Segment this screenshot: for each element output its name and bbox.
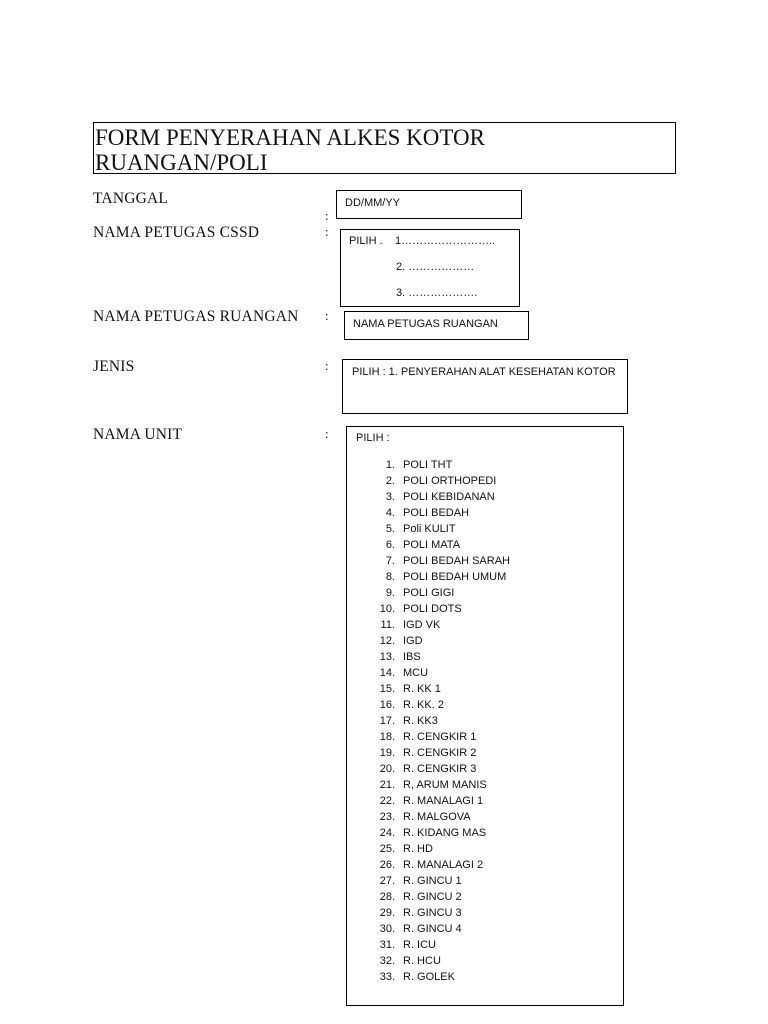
unit-option-number: 18. [379,731,395,743]
unit-option-name: IBS [403,651,421,663]
petugas-cssd-field[interactable] [340,229,520,307]
unit-option-number: 16. [379,699,395,711]
unit-option-number: 32. [379,955,395,967]
jenis-value: PILIH : 1. PENYERAHAN ALAT KESEHATAN KOTOR [352,366,616,378]
petugas-cssd-prefix: PILIH . [349,235,383,247]
unit-option-name: R. KK. 2 [403,699,444,711]
nama-unit-prefix: PILIH : [356,432,390,444]
unit-option-number: 31. [379,939,395,951]
unit-option-name: POLI BEDAH SARAH [403,555,510,567]
nama-unit-field[interactable] [346,426,624,1006]
petugas-cssd-option-1[interactable]: 1…………………….. [395,235,496,247]
unit-option-number: 1. [385,459,395,471]
unit-option-name: R. MANALAGI 1 [403,795,484,807]
unit-option-number: 3. [385,491,395,503]
unit-option-number: 28. [379,891,395,903]
form-title-line-1: FORM PENYERAHAN ALKES KOTOR [95,125,485,150]
unit-option-name: POLI KEBIDANAN [403,491,495,503]
petugas-ruangan-value: NAMA PETUGAS RUANGAN [353,318,498,330]
tanggal-field[interactable] [336,190,522,219]
unit-option-number: 13. [379,651,395,663]
unit-option-number: 11. [380,619,395,631]
unit-option-name: R, ARUM MANIS [403,779,487,791]
unit-option-name: R. MANALAGI 2 [403,859,484,871]
tanggal-label: TANGGAL [93,190,169,207]
unit-option-number: 12. [379,635,395,647]
unit-option-number: 10. [379,603,395,615]
petugas-cssd-colon: : [325,224,329,239]
unit-option-number: 29. [379,907,395,919]
unit-option-number: 6. [385,539,395,551]
unit-option-name: R. MALGOVA [403,811,471,823]
unit-option-number: 24. [379,827,395,839]
unit-option-name: POLI THT [403,459,453,471]
unit-option-name: R. KK3 [403,715,438,727]
petugas-cssd-option-3[interactable]: 3. ………………. [396,287,478,299]
unit-option-name: R. GINCU 1 [403,875,462,887]
jenis-label: JENIS [93,358,135,375]
tanggal-value: DD/MM/YY [345,197,400,209]
unit-option-number: 4. [385,507,395,519]
unit-option-number: 5. [385,523,395,535]
unit-option-name: POLI DOTS [403,603,462,615]
tanggal-colon: : [325,208,329,223]
unit-option-number: 23. [379,811,395,823]
unit-option-name: R. GINCU 3 [403,907,462,919]
unit-option-name: R. GOLEK [403,971,455,983]
unit-option-number: 7. [385,555,395,567]
unit-option-number: 17. [379,715,395,727]
unit-option-number: 19. [379,747,395,759]
unit-option-number: 30. [379,923,395,935]
unit-option-name: R. GINCU 4 [403,923,462,935]
petugas-ruangan-field[interactable] [344,311,529,340]
petugas-cssd-option-2[interactable]: 2. ……………… [396,261,475,273]
unit-option-name: R. ICU [403,939,436,951]
unit-option-number: 33. [379,971,395,983]
form-title-line-2: RUANGAN/POLI [95,150,268,175]
unit-option-number: 27. [379,875,395,887]
unit-option-number: 25. [379,843,395,855]
unit-option-number: 26. [379,859,395,871]
unit-option-number: 9. [385,587,395,599]
unit-option-name: Poli KULIT [403,523,456,535]
unit-option-number: 20. [379,763,395,775]
unit-option-name: R. CENGKIR 2 [403,747,477,759]
nama-unit-label: NAMA UNIT [93,426,183,443]
unit-option-name: POLI MATA [403,539,461,551]
unit-option-name: IGD [403,635,423,647]
unit-option-name: R. CENGKIR 1 [403,731,477,743]
nama-unit-colon: : [325,426,329,441]
unit-option-name: R. CENGKIR 3 [403,763,477,775]
unit-option-number: 15. [379,683,395,695]
unit-option-number: 21. [379,779,395,791]
unit-option-name: R. KK 1 [403,683,441,695]
unit-option-name: MCU [403,667,429,679]
unit-option-number: 8. [385,571,395,583]
unit-option-name: POLI ORTHOPEDI [403,475,497,487]
petugas-cssd-label: NAMA PETUGAS CSSD [93,224,260,241]
petugas-ruangan-label: NAMA PETUGAS RUANGAN [93,308,299,325]
jenis-field[interactable] [342,359,628,414]
jenis-colon: : [325,358,329,373]
unit-option-name: R. GINCU 2 [403,891,462,903]
unit-option-name: POLI BEDAH [403,507,470,519]
unit-option-number: 2. [385,475,395,487]
unit-option-name: R. HCU [403,955,441,967]
unit-option-number: 14. [379,667,395,679]
unit-option-name: R. KIDANG MAS [403,827,487,839]
petugas-ruangan-colon: : [325,308,329,323]
unit-option-name: POLI GIGI [403,587,455,599]
unit-option-name: IGD VK [403,619,441,631]
unit-option-name: R. HD [403,843,433,855]
unit-option-number: 22. [379,795,395,807]
unit-option-name: POLI BEDAH UMUM [403,571,507,583]
form-title-box [93,122,676,174]
